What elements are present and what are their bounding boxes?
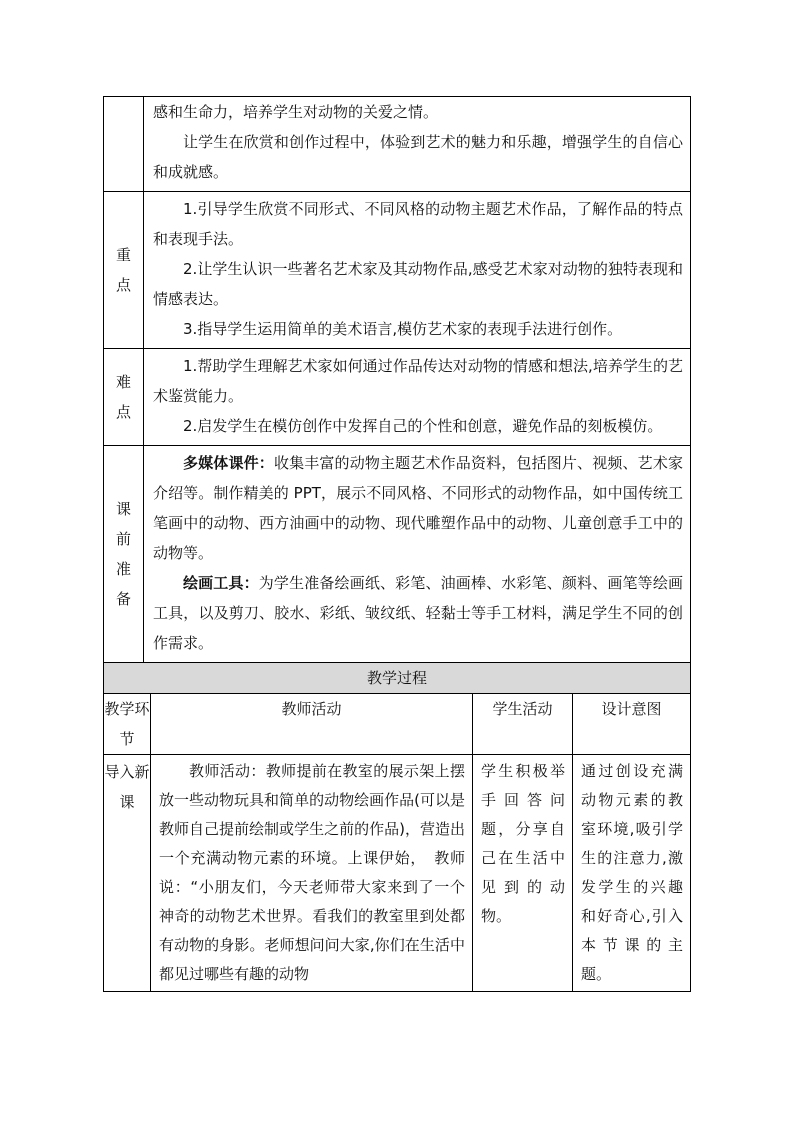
- prep-p1-heading: 多媒体课件：: [183, 454, 274, 472]
- prep-label-char-2: 前: [115, 530, 131, 548]
- header-teacher: 教师活动: [151, 694, 473, 755]
- prep-content-cell: [144, 446, 691, 663]
- design-intent-text: 通过创设充满动物元素的教室环境,吸引学生的注意力,激发学生的兴趣和好奇心,引入本节课的主题。: [581, 762, 684, 983]
- key-label-cell: [104, 192, 144, 349]
- key-content-cell: [144, 192, 691, 349]
- difficulty-label-char-1: 难: [115, 373, 131, 391]
- prep-label-char-3: 准: [115, 560, 131, 578]
- design-intent-intro: [573, 755, 691, 992]
- student-activity-text: 学生积极举手回答问题，分享自己在生活中见到的动物。: [481, 762, 565, 925]
- lesson-plan-table: [103, 96, 690, 992]
- header-student: 学生活动: [473, 694, 573, 755]
- process-row-intro: [104, 755, 691, 992]
- prep-paragraph-2: [153, 568, 683, 658]
- student-activity-intro: [473, 755, 573, 992]
- goals-content-cell: [144, 97, 691, 192]
- prep-p2-text: 为学生准备绘画纸、彩笔、油画棒、水彩笔、颜料、画笔等绘画工具，以及剪刀、胶水、彩纸、皱纹纸、轻黏士等手工材料，满足学生不同的创作需求。: [153, 574, 683, 652]
- key-item-2: 2.让学生认识一些著名艺术家及其动物作品,感受艺术家对动物的独特表现和情感表达。: [153, 260, 683, 308]
- header-stage: 教学环节: [104, 694, 151, 755]
- goals-line-2: 让学生在欣赏和创作过程中，体验到艺术的魅力和乐趣，增强学生的自信心和成就感。: [153, 133, 683, 181]
- prep-label-char-4: 备: [115, 590, 131, 608]
- difficulty-item-2: 2.启发学生在模仿创作中发挥自己的个性和创意，避免作品的刻板模仿。: [183, 417, 663, 435]
- difficulty-label-char-2: 点: [115, 403, 131, 421]
- goals-label-cell: [104, 97, 144, 192]
- process-header-row: [104, 694, 691, 755]
- teacher-activity-intro: [151, 755, 473, 992]
- teacher-activity-text: 教师活动：教师提前在教室的展示架上摆放一些动物玩具和简单的动物绘画作品(可以是教师自己提前绘制或学生之前的作品)，营造出一个充满动物元素的环境。上课伊始， 教师说：“小朋友们，今天老师带大家来到了一个神奇的动物艺术世界。看我们的教室里到处都有动物的身影。老师想问问大家,你们在生活中都见过哪些有趣的动物: [159, 762, 465, 983]
- key-item-1: 1.引导学生欣赏不同形式、不同风格的动物主题艺术作品，了解作品的特点和表现手法。: [153, 200, 683, 248]
- process-table: [103, 662, 691, 992]
- top-table: [103, 96, 691, 663]
- prep-label-char-1: 课: [115, 500, 131, 518]
- key-label-char-1: 重: [115, 246, 131, 264]
- key-item-3: 3.指导学生运用简单的美术语言,模仿艺术家的表现手法进行创作。: [183, 320, 623, 338]
- goals-continued-row: [104, 97, 691, 192]
- stage-intro: 导入新课: [104, 755, 151, 992]
- key-label-char-2: 点: [115, 276, 131, 294]
- prep-p2-heading: 绘画工具：: [183, 574, 259, 592]
- process-title-row: [104, 663, 691, 694]
- prep-label-cell: [104, 446, 144, 663]
- key-points-row: [104, 192, 691, 349]
- prep-row: [104, 446, 691, 663]
- header-intent: 设计意图: [573, 694, 691, 755]
- difficulty-content-cell: [144, 349, 691, 446]
- difficulty-label-cell: [104, 349, 144, 446]
- difficulty-row: [104, 349, 691, 446]
- goals-line-1: 感和生命力，培养学生对动物的关爱之情。: [153, 103, 439, 121]
- prep-paragraph-1: [153, 448, 683, 568]
- difficulty-item-1: 1.帮助学生理解艺术家如何通过作品传达对动物的情感和想法,培养学生的艺术鉴赏能力。: [153, 357, 683, 405]
- process-title: 教学过程: [104, 663, 691, 694]
- prep-p1-text: 收集丰富的动物主题艺术作品资料，包括图片、视频、艺术家介绍等。制作精美的 PPT，展示不同风格、不同形式的动物作品，如中国传统工笔画中的动物、西方油画中的动物、现代雕塑作品中的动物、儿童创意手工中的动物等。: [153, 454, 683, 562]
